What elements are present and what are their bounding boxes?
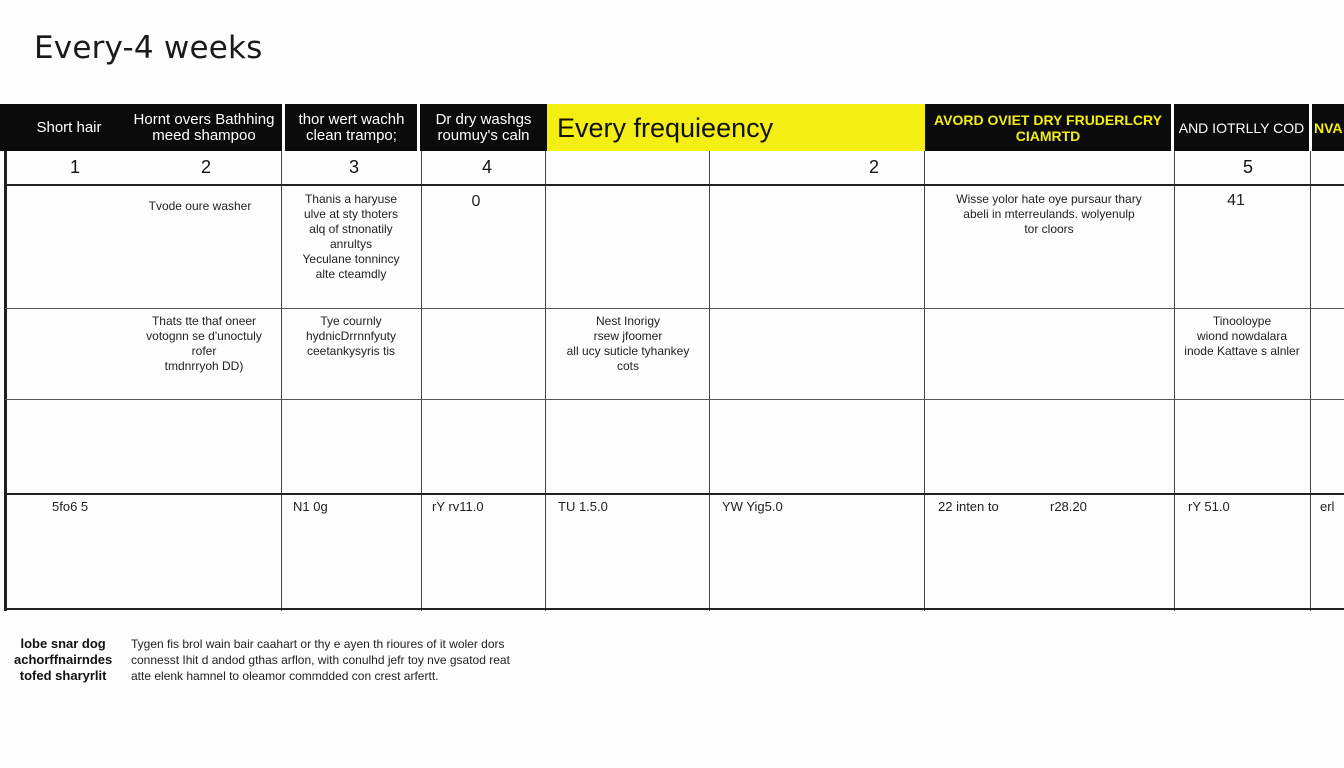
header-bathing-shampoo: Hornt overs Bathhing meed shampoo <box>133 110 275 144</box>
value-5: YW Yig5.0 <box>722 499 783 514</box>
cell-r2-c7: Tinooloype wiond nowdalara inode Kattave s alnler <box>1184 314 1300 358</box>
cell-r1-c2: Tvode oure washer <box>148 199 252 213</box>
cell-r2-c3: Tye cournly hydnicDrrnnfyuty ceetankysyris tis <box>305 314 397 358</box>
col-number-1: 1 <box>69 157 80 177</box>
value-8: rY 51.0 <box>1188 499 1230 514</box>
col-number-3: 3 <box>348 157 359 177</box>
cell-r1-c4: 0 <box>471 193 481 210</box>
header-short-hair: Short hair <box>36 118 102 136</box>
table-header <box>0 104 1344 151</box>
value-9: erl <box>1320 499 1335 514</box>
value-3: rY rv11.0 <box>432 499 484 514</box>
cell-r2-c4: Nest Inorigy rsew jfoomer all ucy suticle tyhankey cots <box>566 314 690 373</box>
header-nva: NVA <box>1309 104 1344 151</box>
value-7: r28.20 <box>1050 499 1087 514</box>
value-6: 22 inten to <box>938 499 999 514</box>
value-1: 5fo6 5 <box>52 499 89 514</box>
header-avoid-dry: AVORD OVIET DRY FRUDERLCRY CIAMRTD <box>934 111 1162 144</box>
value-2: N1 0g <box>293 499 328 514</box>
header-dry-wash: Dr dry washgs roumuy's caln <box>417 104 547 151</box>
cell-r1-c7: 41 <box>1227 192 1245 209</box>
header-every-frequency: Every frequieency <box>547 104 925 151</box>
col-number-4: 4 <box>481 157 492 177</box>
page-title: Every-4 weeks <box>34 30 263 66</box>
col-number-2: 2 <box>200 157 211 177</box>
cell-r1-c3: Thanis a haryuse ulve at sty thoters alq of stnonatily anrultys Yeculane tonnincy alte cteamdly <box>302 192 400 281</box>
col-number-5: 2 <box>868 157 879 177</box>
col-number-6: 5 <box>1242 157 1253 177</box>
cell-r2-c2: Thats tte thaf oneer votognn se d'unoctuly rofer tmdnrryoh DD) <box>146 314 262 373</box>
footnote-text: Tygen fis brol wain bair caahart or thy e ayen th rioures of it woler dors connesst Ihit d andod gthas arflon, with conulhd jefr toy nve gsatod reat atte elenk hamnel to oleamor commdded con crest arfertt. <box>131 637 510 683</box>
footnote-label: lobe snar dog achorffnairndes tofed sharyrlit <box>14 636 113 683</box>
header-and-iotrlly: AND IOTRLLY COD <box>1171 104 1309 151</box>
value-4: TU 1.5.0 <box>558 499 608 514</box>
cell-r1-c6: Wisse yolor hate oye pursaur thary abeli in mterreulands. wolyenulp tor cloors <box>956 192 1142 236</box>
header-wet-wash: thor wert wachh clean trampo; <box>282 104 418 151</box>
